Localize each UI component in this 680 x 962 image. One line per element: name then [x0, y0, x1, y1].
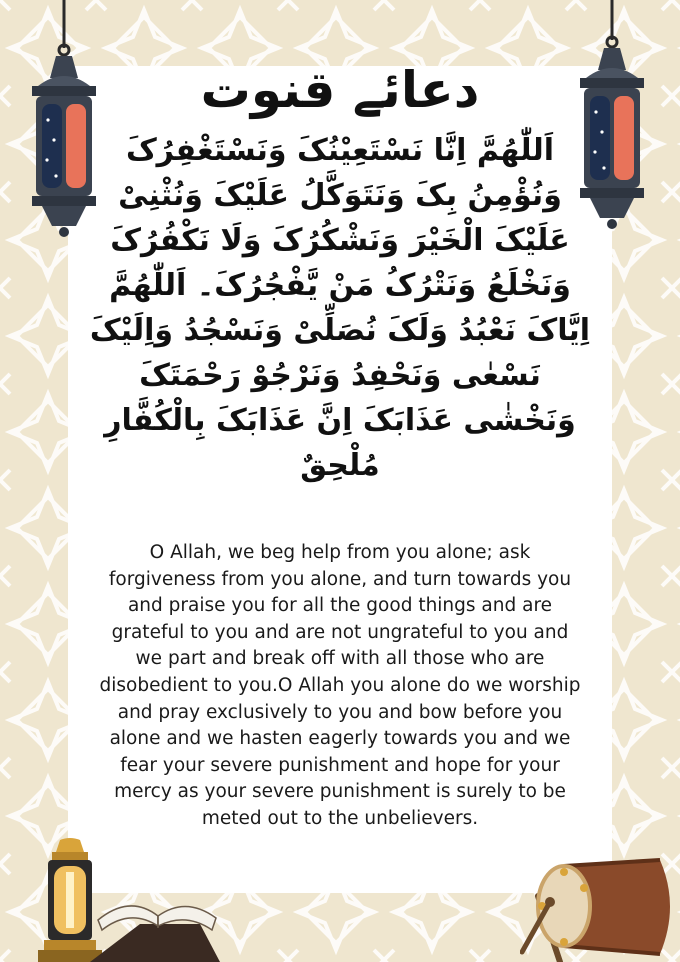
english-translation: O Allah, we beg help from you alone; ask forgiveness from you alone, and turn towards you and praise you for all the good things and are grateful to you and are not ungrateful to you and we part and break off with all those who are disobedient to you.O Allah you alone do we worship and pray exclusively to you and bow before you alone and we hasten eagerly towards you and we fear your severe punishment and hope for your mercy as your severe punishment is surely to be meted out to the unbelievers. [99, 542, 581, 829]
arabic-prayer-text: اَللّٰھُمَّ اِنَّا نَسْتَعِیْنُکَ وَنَسْتَغْفِرُکَ وَنُؤْمِنُ بِکَ وَنَتَوَکَّلُ عَلَیْکَ وَنُثْنِیْ عَلَیْکَ الْخَیْرَ وَنَشْکُرُکَ وَلَا نَکْفُرُکَ وَنَخْلَعُ وَنَتْرُکُ مَنْ یَّفْجُرُکَ۔ اَللّٰھُمَّ اِیَّاکَ نَعْبُدُ وَلَکَ نُصَلِّیْ وَنَسْجُدُ وَاِلَیْکَ نَسْعٰی وَنَحْفِدُ وَنَرْجُوْ رَحْمَتَکَ وَنَخْشٰی عَذَابَکَ اِنَّ عَذَابَکَ بِالْکُفَّارِ مُلْحِقٌ [89, 133, 591, 483]
lantern-and-quran-icon [30, 838, 230, 962]
drum-icon [520, 842, 680, 962]
page-title: دعائے قنوت [200, 61, 480, 119]
